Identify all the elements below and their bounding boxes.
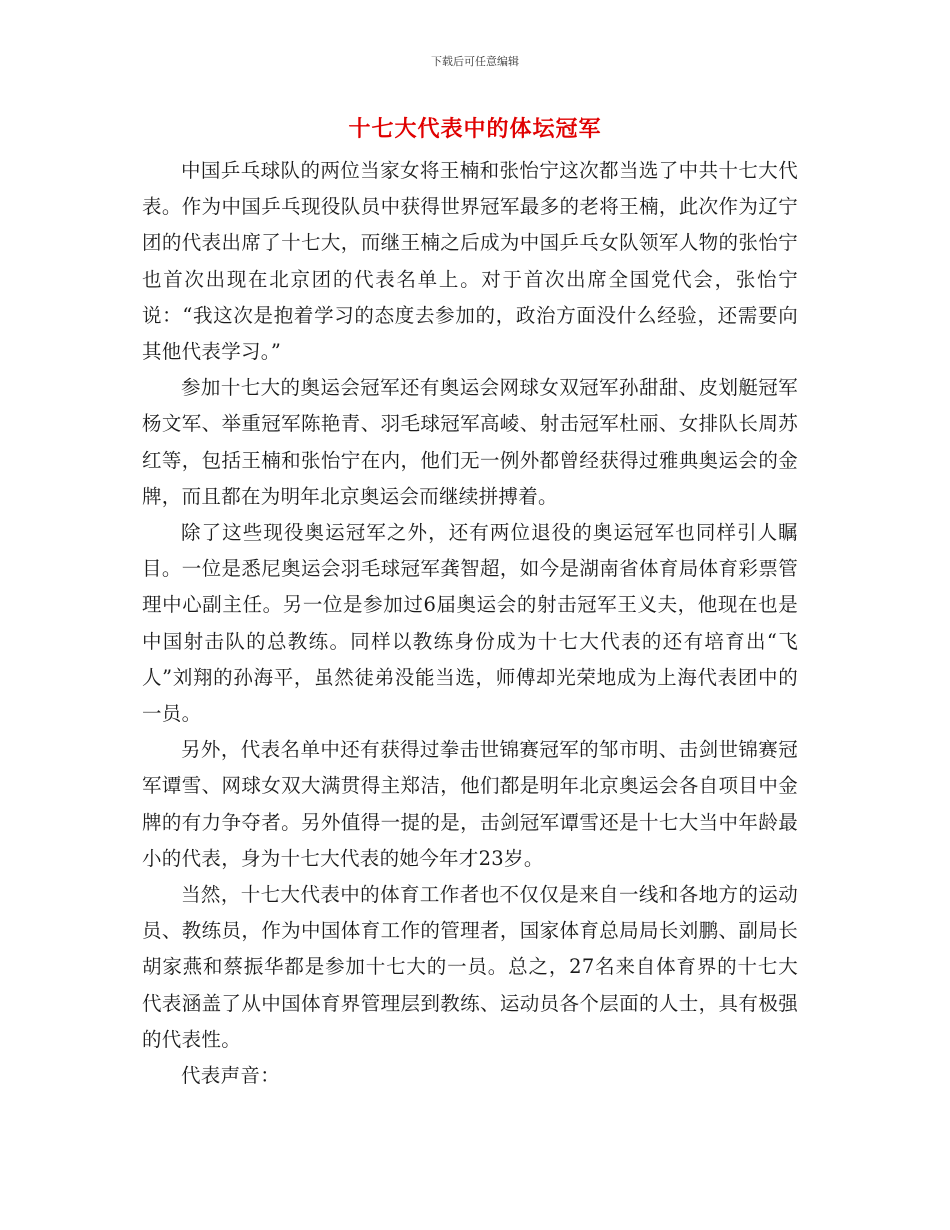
- paragraph-1: 中国乒乓球队的两位当家女将王楠和张怡宁这次都当选了中共十七大代表。作为中国乒乓现役队员中获得世界冠军最多的老将王楠，此次作为辽宁团的代表出席了十七大，而继王楠之后成为中国乒乓女队领军人物的张怡宁也首次出现在北京团的代表名单上。对于首次出席全国党代会，张怡宁说：“我这次是抱着学习的态度去参加的，政治方面没什么经验，还需要向其他代表学习。”: [142, 159, 798, 364]
- paragraph-5: 当然，十七大代表中的体育工作者也不仅仅是来自一线和各地方的运动员、教练员，作为中国体育工作的管理者，国家体育总局局长刘鹏、副局长胡家燕和蔡振华都是参加十七大的一员。总之，27名来自体育界的十七大代表涵盖了从中国体育界管理层到教练、运动员各个层面的人士，具有极强的代表性。: [142, 883, 798, 1051]
- paragraph-2: 参加十七大的奥运会冠军还有奥运会网球女双冠军孙甜甜、皮划艇冠军杨文军、举重冠军陈艳青、羽毛球冠军高崚、射击冠军杜丽、女排队长周苏红等，包括王楠和张怡宁在内，他们无一例外都曾经获得过雅典奥运会的金牌，而且都在为明年北京奥运会而继续拼搏着。: [142, 376, 798, 508]
- article-body: [142, 153, 798, 1094]
- paragraph-6: 代表声音：: [181, 1064, 281, 1088]
- header-note: 下载后可任意编辑: [431, 55, 519, 68]
- paragraph-4: 另外，代表名单中还有获得过拳击世锦赛冠军的邹市明、击剑世锦赛冠军谭雪、网球女双大满贯得主郑洁，他们都是明年北京奥运会各自项目中金牌的有力争夺者。另外值得一提的是，击剑冠军谭雪还是十七大当中年龄最小的代表，身为十七大代表的她今年才23岁。: [142, 738, 798, 870]
- paragraph-3: 除了这些现役奥运冠军之外，还有两位退役的奥运冠军也同样引人瞩目。一位是悉尼奥运会羽毛球冠军龚智超，如今是湖南省体育局体育彩票管理中心副主任。另一位是参加过6届奥运会的射击冠军王义夫，他现在也是中国射击队的总教练。同样以教练身份成为十七大代表的还有培育出“飞人”刘翔的孙海平，虽然徒弟没能当选，师傅却光荣地成为上海代表团中的一员。: [142, 521, 798, 726]
- page-title: 十七大代表中的体坛冠军: [348, 116, 602, 142]
